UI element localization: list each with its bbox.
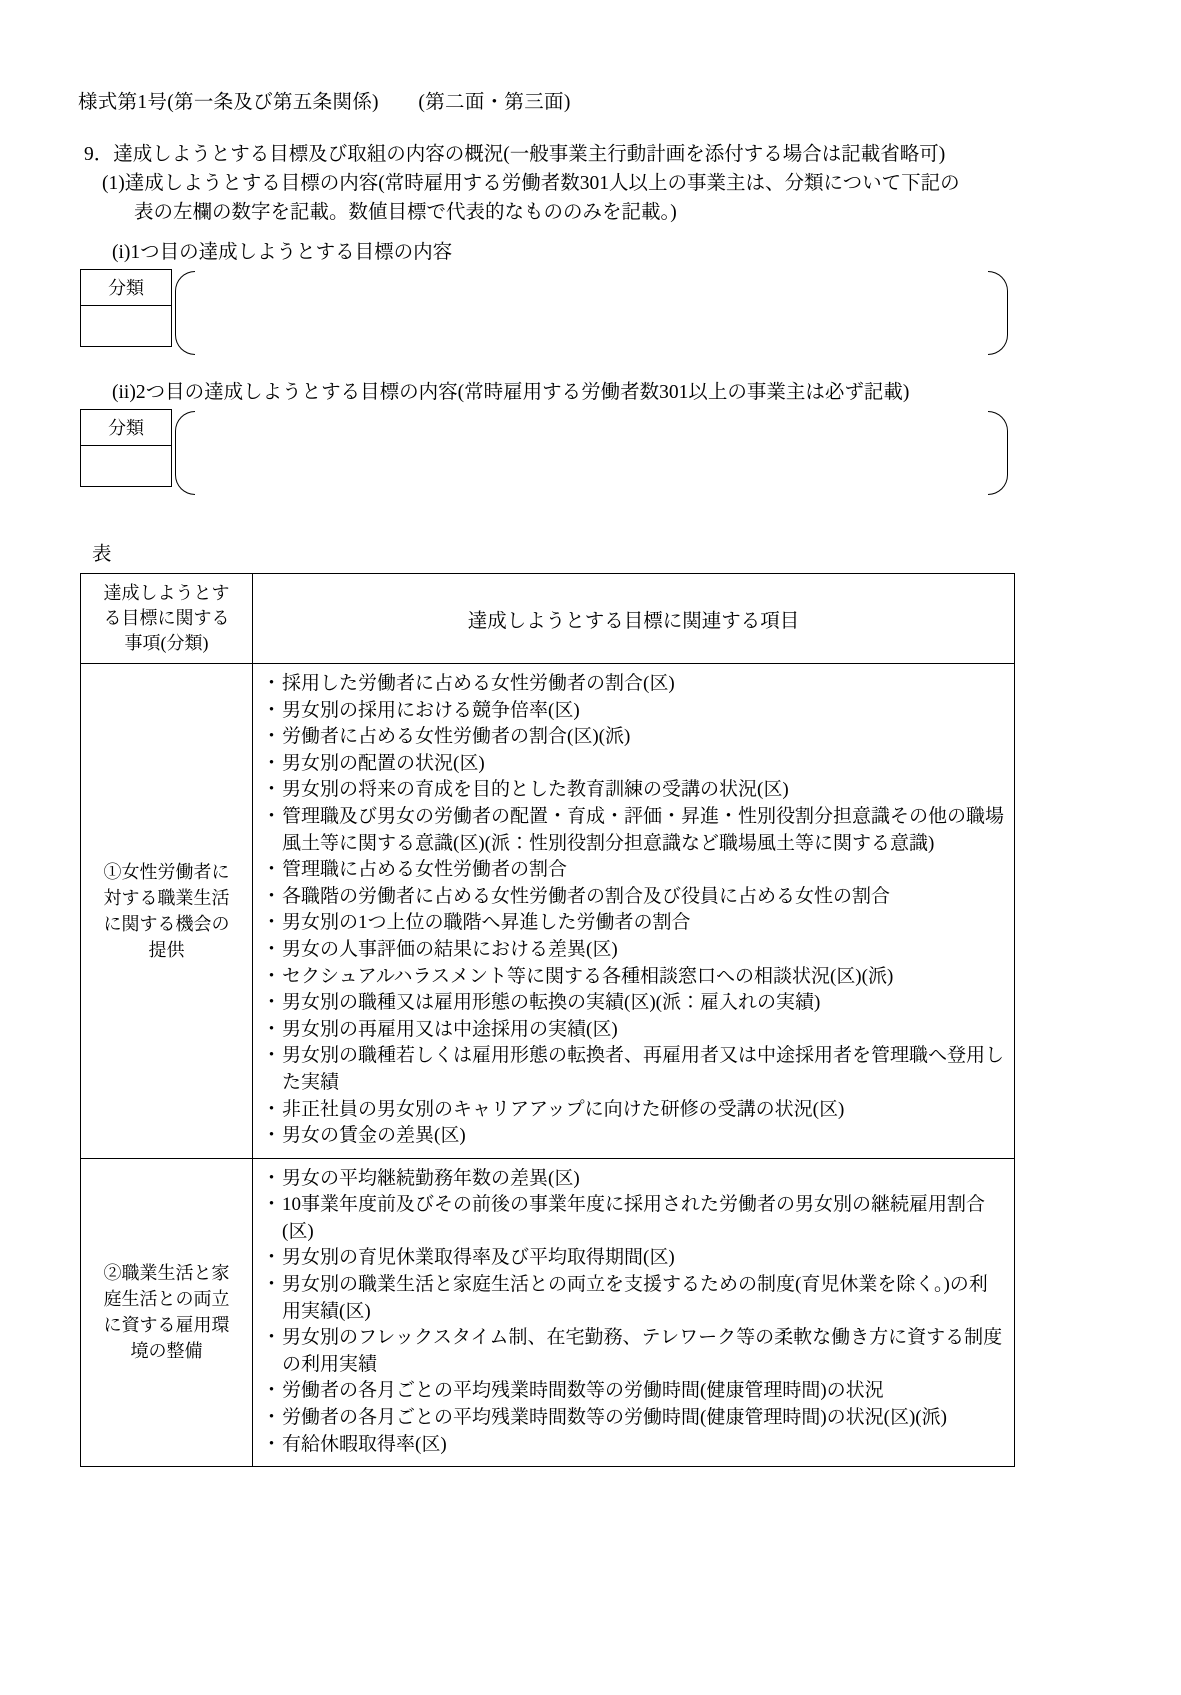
list-item: ・ 男女別の1つ上位の職階へ昇進した労働者の割合 (263, 910, 1004, 937)
bracket-right-icon (988, 411, 1008, 495)
category-cell-2 (81, 1158, 253, 1467)
goal-1-classification-label: 分類 (81, 270, 171, 306)
goal-2-label: (ii)2つ目の達成しようとする目標の内容(常時雇用する労働者数301以上の事業主は必ず記載) (112, 382, 910, 403)
form-number-heading: 様式第1号(第一条及び第五条関係) (第二面・第三面) (78, 92, 571, 113)
list-item: ・ 男女別の職種又は雇用形態の転換の実績(区)(派：雇入れの実績) (263, 990, 1004, 1017)
list-item: ・ 非正社員の男女別のキャリアアップに向けた研修の受講の状況(区) (263, 1097, 1004, 1124)
table-header-left-line-1: 達成しようとす (103, 583, 230, 603)
list-item: ・ 労働者に占める女性労働者の割合(区)(派) (263, 724, 1004, 751)
list-item: ・ 男女別の再雇用又は中途採用の実績(区) (263, 1017, 1004, 1044)
list-item: ・ 男女別の採用における競争倍率(区) (263, 698, 1004, 725)
goal-1-label: (i)1つ目の達成しようとする目標の内容 (112, 242, 453, 263)
category-2-line-4: 境の整備 (130, 1341, 203, 1362)
category-1-line-2: 対する職業生活 (103, 887, 230, 908)
goal-1-classification-box[interactable] (80, 269, 172, 347)
list-item: ・ 労働者の各月ごとの平均残業時間数等の労働時間(健康管理時間)の状況(区)(派) (263, 1405, 1004, 1432)
goal-1-content-bracket[interactable] (175, 271, 1008, 355)
list-item: ・ 男女別の配置の状況(区) (263, 751, 1004, 778)
bracket-left-icon (175, 271, 195, 355)
list-item: ・ 男女別の将来の育成を目的とした教育訓練の受講の状況(区) (263, 777, 1004, 804)
category-2-line-3: に資する雇用環 (103, 1315, 230, 1336)
bracket-right-icon (988, 271, 1008, 355)
section-9-heading: 9．達成しようとする目標及び取組の内容の概況(一般事業主行動計画を添付する場合は記載省略可) (84, 144, 946, 165)
table-header-right: 達成しようとする目標に関連する項目 (253, 574, 1015, 664)
list-item: ・ 10事業年度前及びその前後の事業年度に採用された労働者の男女別の継続雇用割合(区) (263, 1192, 1004, 1245)
list-item: ・ 労働者の各月ごとの平均残業時間数等の労働時間(健康管理時間)の状況 (263, 1378, 1004, 1405)
table-header-left (81, 574, 253, 664)
list-item: ・ 各職階の労働者に占める女性労働者の割合及び役員に占める女性の割合 (263, 884, 1004, 911)
item-list-2 (263, 1166, 1004, 1459)
table-row (81, 664, 1015, 1159)
table-row (81, 1158, 1015, 1467)
list-item: ・ 男女別の職業生活と家庭生活との両立を支援するための制度(育児休業を除く。)の利用実績(区) (263, 1272, 1004, 1325)
item-list-1 (263, 671, 1004, 1150)
table-header-left-line-3: 事項(分類) (124, 633, 209, 653)
section-9-sub1-line1: (1)達成しようとする目標の内容(常時雇用する労働者数301人以上の事業主は、分類について下記の (102, 173, 960, 194)
goal-1-classification-input[interactable] (81, 306, 171, 346)
table-header-left-line-2: る目標に関する (103, 608, 230, 628)
list-item: ・ 管理職に占める女性労働者の割合 (263, 857, 1004, 884)
goal-2-classification-box[interactable] (80, 409, 172, 487)
category-cell-1 (81, 664, 253, 1159)
list-item: ・ 男女別の職種若しくは雇用形態の転換者、再雇用者又は中途採用者を管理職へ登用した実績 (263, 1043, 1004, 1096)
reference-table (80, 573, 1015, 1467)
list-item: ・ 採用した労働者に占める女性労働者の割合(区) (263, 671, 1004, 698)
list-item: ・ 男女の平均継続勤務年数の差異(区) (263, 1166, 1004, 1193)
category-1-line-4: 提供 (148, 939, 185, 960)
section-9-sub1-line2: 表の左欄の数字を記載。数値目標で代表的なもののみを記載。) (134, 202, 677, 223)
list-item: ・ 男女別の育児休業取得率及び平均取得期間(区) (263, 1245, 1004, 1272)
category-2-line-2: 庭生活との両立 (103, 1289, 230, 1310)
reference-table-wrapper (80, 573, 1015, 1467)
category-1-line-1: ①女性労働者に (103, 861, 230, 882)
bracket-left-icon (175, 411, 195, 495)
category-2-line-1: ②職業生活と家 (103, 1263, 230, 1284)
list-item: ・ セクシュアルハラスメント等に関する各種相談窓口への相談状況(区)(派) (263, 964, 1004, 991)
goal-2-content-bracket[interactable] (175, 411, 1008, 495)
list-item: ・ 管理職及び男女の労働者の配置・育成・評価・昇進・性別役割分担意識その他の職場風土等に関する意識(区)(派：性別役割分担意識など職場風土等に関する意識) (263, 804, 1004, 857)
list-item: ・ 男女の賃金の差異(区) (263, 1123, 1004, 1150)
list-item: ・ 有給休暇取得率(区) (263, 1432, 1004, 1459)
category-1-line-3: に関する機会の (103, 913, 230, 934)
table-header-row (81, 574, 1015, 664)
items-cell-1 (253, 664, 1015, 1159)
list-item: ・ 男女別のフレックスタイム制、在宅勤務、テレワーク等の柔軟な働き方に資する制度の利用実績 (263, 1325, 1004, 1378)
list-item: ・ 男女の人事評価の結果における差異(区) (263, 937, 1004, 964)
section-9-block (84, 140, 1094, 227)
goal-2-classification-input[interactable] (81, 446, 171, 486)
table-caption: 表 (92, 544, 112, 565)
items-cell-2 (253, 1158, 1015, 1467)
goal-2-classification-label: 分類 (81, 410, 171, 446)
